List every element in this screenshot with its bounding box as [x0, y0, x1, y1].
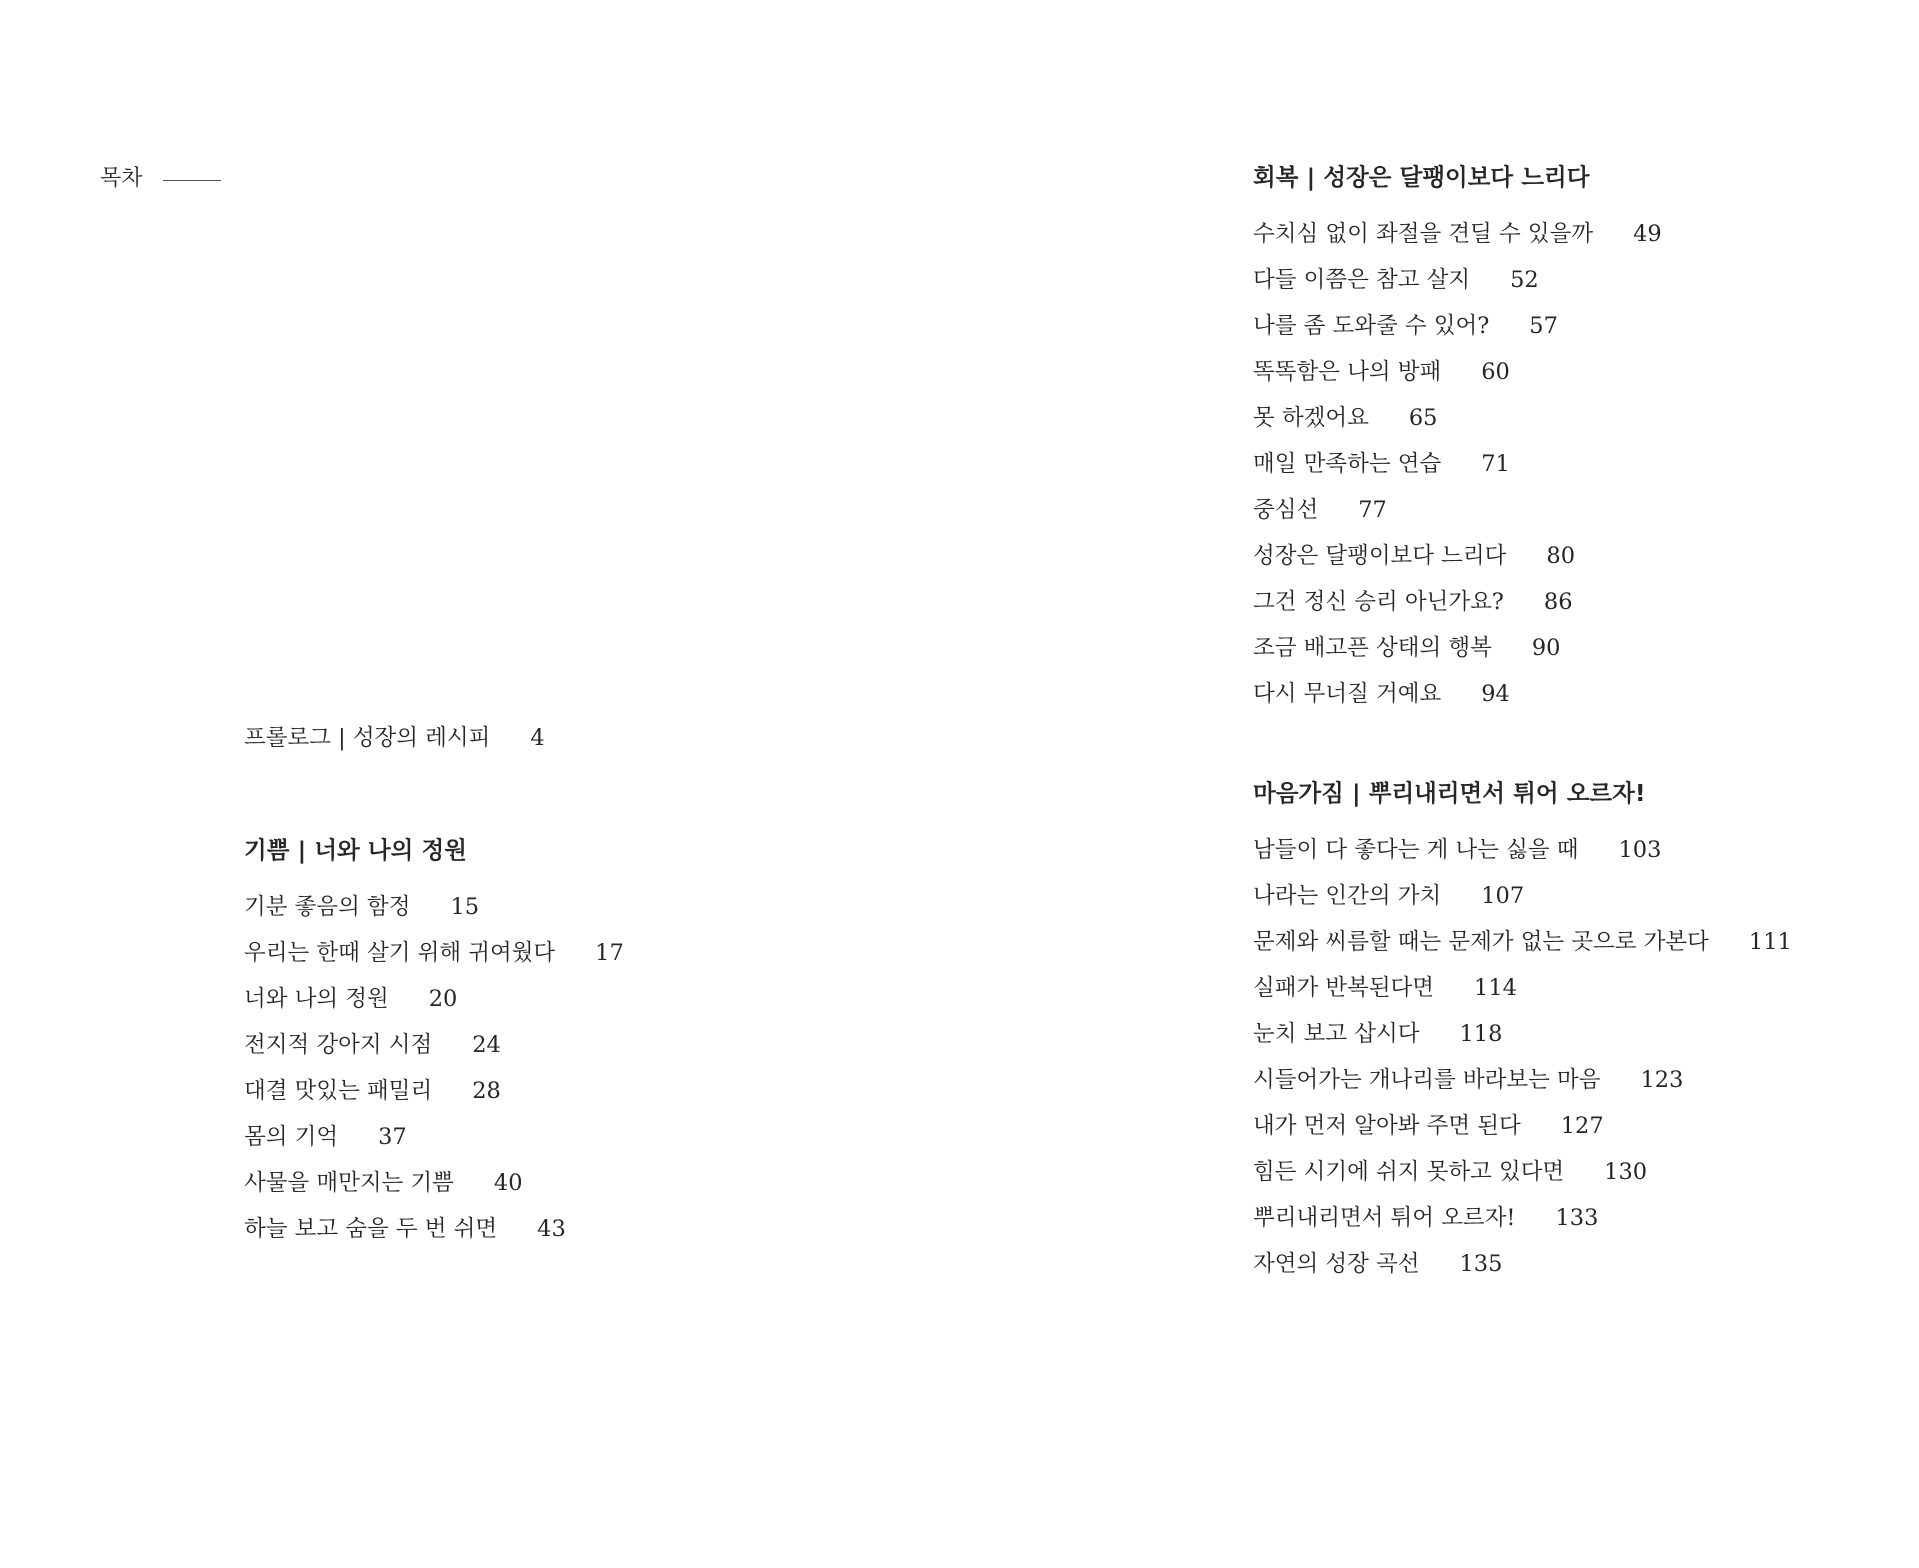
entry-title: 우리는 한때 살기 위해 귀여웠다 [244, 940, 556, 966]
toc-entry[interactable] [1253, 533, 1662, 579]
toc-entry[interactable] [1253, 441, 1662, 487]
toc-entry[interactable] [1253, 1241, 1792, 1287]
prologue-entry[interactable] [244, 715, 545, 761]
toc-entry[interactable] [244, 1160, 624, 1206]
entry-page-number: 111 [1748, 929, 1792, 955]
toc-entry[interactable] [244, 1206, 624, 1252]
entry-title: 못 하겠어요 [1253, 405, 1369, 431]
toc-entry[interactable] [1253, 965, 1792, 1011]
entry-title: 대결 맛있는 패밀리 [244, 1078, 433, 1104]
entry-title: 눈치 보고 삽시다 [1253, 1021, 1420, 1047]
entry-title: 다시 무너질 거예요 [1253, 681, 1442, 707]
section-title: 기쁨 | 너와 나의 정원 [244, 836, 467, 864]
toc-heading-rule [163, 180, 221, 181]
toc-entry[interactable] [1253, 827, 1792, 873]
toc-entry[interactable] [1253, 1195, 1792, 1241]
entry-title: 그건 정신 승리 아닌가요? [1253, 589, 1504, 615]
entry-title: 다들 이쯤은 참고 살지 [1253, 267, 1471, 293]
section-recovery [1253, 157, 1662, 717]
toc-heading-label: 목차 [100, 166, 143, 191]
entry-page-number: 80 [1546, 543, 1576, 569]
entry-title: 내가 먼저 알아봐 주면 된다 [1253, 1113, 1521, 1139]
toc-entry[interactable] [1253, 257, 1662, 303]
entry-title: 뿌리내리면서 튀어 오르자! [1253, 1205, 1516, 1231]
entry-title: 수치심 없이 좌절을 견딜 수 있을까 [1253, 221, 1594, 247]
toc-entry[interactable] [1253, 1103, 1792, 1149]
entry-page-number: 94 [1481, 681, 1510, 707]
entry-page-number: 90 [1531, 635, 1561, 661]
entry-page-number: 71 [1481, 451, 1510, 477]
entry-title: 성장은 달팽이보다 느리다 [1253, 543, 1507, 569]
entry-page-number: 52 [1510, 267, 1539, 293]
entry-page-number: 15 [450, 894, 480, 920]
toc-entry[interactable] [1253, 625, 1662, 671]
entry-page-number: 107 [1481, 883, 1525, 909]
toc-entry[interactable] [244, 1114, 624, 1160]
section-title: 마음가짐 | 뿌리내리면서 튀어 오르자! [1253, 779, 1646, 807]
entry-page-number: 37 [378, 1124, 407, 1150]
entry-page-number: 86 [1543, 589, 1573, 615]
entry-title: 중심선 [1253, 497, 1319, 523]
entry-title: 시들어가는 개나리를 바라보는 마음 [1253, 1067, 1601, 1093]
toc-entry[interactable] [1253, 1149, 1792, 1195]
toc-entry[interactable] [1253, 303, 1662, 349]
entry-page-number: 28 [472, 1078, 501, 1104]
entry-title: 사물을 매만지는 기쁨 [244, 1170, 454, 1196]
toc-entry[interactable] [1253, 671, 1662, 717]
entry-title: 하늘 보고 숨을 두 번 쉬면 [244, 1216, 498, 1242]
section-title: 회복 | 성장은 달팽이보다 느리다 [1253, 163, 1590, 191]
right-page [960, 0, 1919, 1568]
toc-entry[interactable] [244, 930, 624, 976]
toc-heading [100, 164, 221, 194]
toc-entry[interactable] [1253, 395, 1662, 441]
toc-entry[interactable] [1253, 579, 1662, 625]
entry-title: 기분 좋음의 함정 [244, 894, 411, 920]
entry-title: 힘든 시기에 쉬지 못하고 있다면 [1253, 1159, 1565, 1185]
entry-title: 문제와 씨름할 때는 문제가 없는 곳으로 가본다 [1253, 929, 1709, 955]
entry-page-number: 60 [1481, 359, 1510, 385]
entry-title: 너와 나의 정원 [244, 986, 389, 1012]
entry-title: 똑똑함은 나의 방패 [1253, 359, 1442, 385]
toc-entry[interactable] [1253, 1011, 1792, 1057]
entry-page-number: 118 [1459, 1021, 1503, 1047]
entry-page-number: 114 [1474, 975, 1517, 1001]
toc-entry[interactable] [244, 715, 545, 761]
entry-page-number: 57 [1529, 313, 1558, 339]
entry-page-number: 17 [595, 940, 624, 966]
toc-entry[interactable] [1253, 487, 1662, 533]
entry-title: 남들이 다 좋다는 게 나는 싫을 때 [1253, 837, 1579, 863]
entry-page-number: 77 [1358, 497, 1387, 523]
entry-title: 몸의 기억 [244, 1124, 339, 1150]
entry-page-number: 49 [1633, 221, 1662, 247]
toc-entry[interactable] [1253, 873, 1792, 919]
toc-entry[interactable] [1253, 919, 1792, 965]
entry-page-number: 4 [530, 725, 545, 751]
toc-entry[interactable] [1253, 211, 1662, 257]
toc-entry[interactable] [244, 1022, 624, 1068]
entry-page-number: 130 [1604, 1159, 1648, 1185]
entry-title: 프롤로그 | 성장의 레시피 [244, 725, 491, 751]
toc-entry[interactable] [244, 976, 624, 1022]
entry-title: 나를 좀 도와줄 수 있어? [1253, 313, 1490, 339]
section-joy [244, 830, 624, 1252]
toc-entry[interactable] [244, 884, 624, 930]
entry-page-number: 123 [1640, 1067, 1684, 1093]
entry-page-number: 133 [1555, 1205, 1599, 1231]
entry-title: 전지적 강아지 시점 [244, 1032, 433, 1058]
entry-page-number: 103 [1618, 837, 1662, 863]
section-mindset [1253, 773, 1792, 1287]
entry-title: 조금 배고픈 상태의 행복 [1253, 635, 1492, 661]
entry-title: 매일 만족하는 연습 [1253, 451, 1442, 477]
entry-page-number: 127 [1560, 1113, 1604, 1139]
entry-page-number: 20 [428, 986, 458, 1012]
entry-page-number: 43 [537, 1216, 566, 1242]
entry-title: 실패가 반복된다면 [1253, 975, 1435, 1001]
entry-page-number: 65 [1408, 405, 1438, 431]
toc-entry[interactable] [1253, 349, 1662, 395]
entry-page-number: 135 [1459, 1251, 1503, 1277]
entry-page-number: 24 [472, 1032, 501, 1058]
toc-entry[interactable] [1253, 1057, 1792, 1103]
toc-entry[interactable] [244, 1068, 624, 1114]
entry-title: 자연의 성장 곡선 [1253, 1251, 1420, 1277]
entry-title: 나라는 인간의 가치 [1253, 883, 1442, 909]
entry-page-number: 40 [493, 1170, 523, 1196]
